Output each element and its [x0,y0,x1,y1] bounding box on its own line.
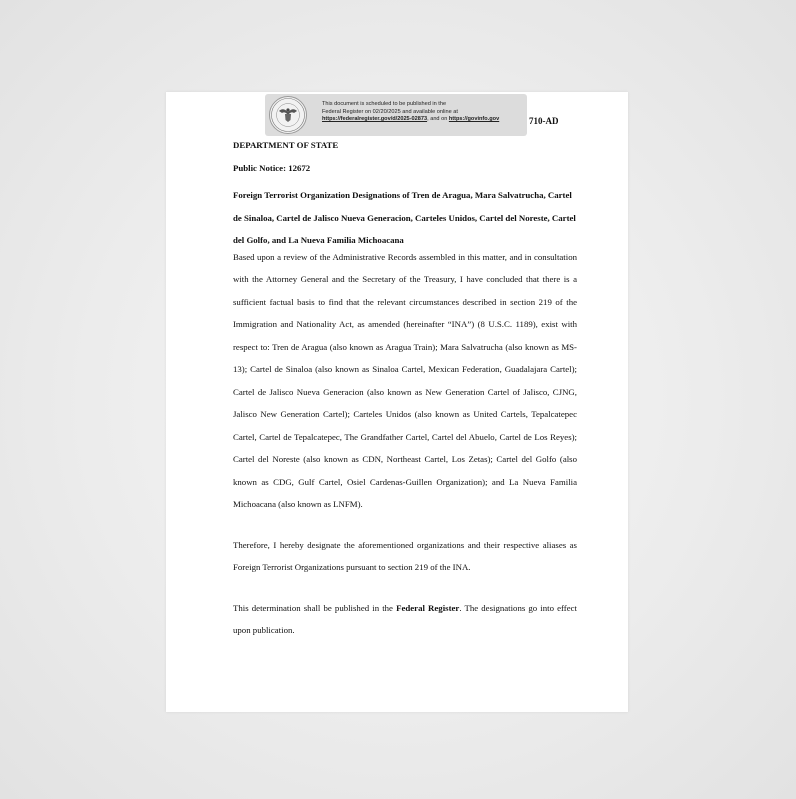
stamp-line-1: This document is scheduled to be published in the [322,101,447,107]
department-heading: DEPARTMENT OF STATE [233,140,339,150]
document-body [233,139,577,642]
stamp-line-2: Federal Register on 02/20/2025 and available online at [322,108,458,115]
govinfo-link[interactable]: https://govinfo.gov [448,116,500,123]
federal-register-link[interactable]: https://federalregister.gov/d/2025-02873 [322,116,428,123]
paragraph-designation: Therefore, I hereby designate the aforementioned organizations and their respective aliases as Foreign Terrorist Organizations pursuant to section 219 of the INA. [233,539,577,572]
stamp-line-3 [322,116,527,124]
document-code: 710-AD [529,116,559,126]
publication-text-after: . The designations go into effect upon publication. [233,602,577,635]
document-page [166,92,628,712]
publication-stamp [265,94,527,136]
federal-register-seal-icon [269,96,307,134]
publication-text-before: This determination shall be published in the [233,602,397,613]
paragraph-publication [233,597,577,642]
publication-notice [322,101,527,124]
notice-title: Foreign Terrorist Organization Designations of Tren de Aragua, Mara Salvatrucha, Cartel de Sinaloa, Cartel de Jalisco Nueva Generacion, Carteles Unidos, Cartel del Noreste, Cartel del Golfo, and La Nueva Familia Michoacana [233,190,576,245]
paragraph-findings: Based upon a review of the Administrative Records assembled in this matter, and in consultation with the Attorney General and the Secretary of the Treasury, I have concluded that there is a sufficient factual basis to find that the relevant circumstances described in section 219 of the Immigration and Nationality Act, as amended (hereinafter “INA”) (8 U.S.C. 1189), exist with respect to: Tren de Aragua (also known as Aragua Train); Mara Salvatrucha (also known as MS-13); Cartel de Sinaloa (also known as Sinaloa Cartel, Mexican Federation, Guadalajara Cartel); Cartel de Jalisco Nueva Generacion (also known as New Generation Cartel of Jalisco, CJNG, Jalisco New Generation Cartel); Carteles Unidos (also known as United Cartels, Tepalcatepec Cartel, Cartel de Tepalcatepec, The Grandfather Cartel, Cartel del Abuelo, Cartel de Los Reyes); Cartel del Noreste (also known as CDN, Northeast Cartel, Los Zetas); Cartel del Golfo (also known as CDG, Gulf Cartel, Osiel Cardenas-Guillen Organization); and La Nueva Familia Michoacana (also known as LNFM). [233,251,577,509]
federal-register-bold: Federal Register [396,602,460,613]
stamp-mid-text: , and on [427,116,449,123]
public-notice-number: Public Notice: 12672 [233,163,311,173]
